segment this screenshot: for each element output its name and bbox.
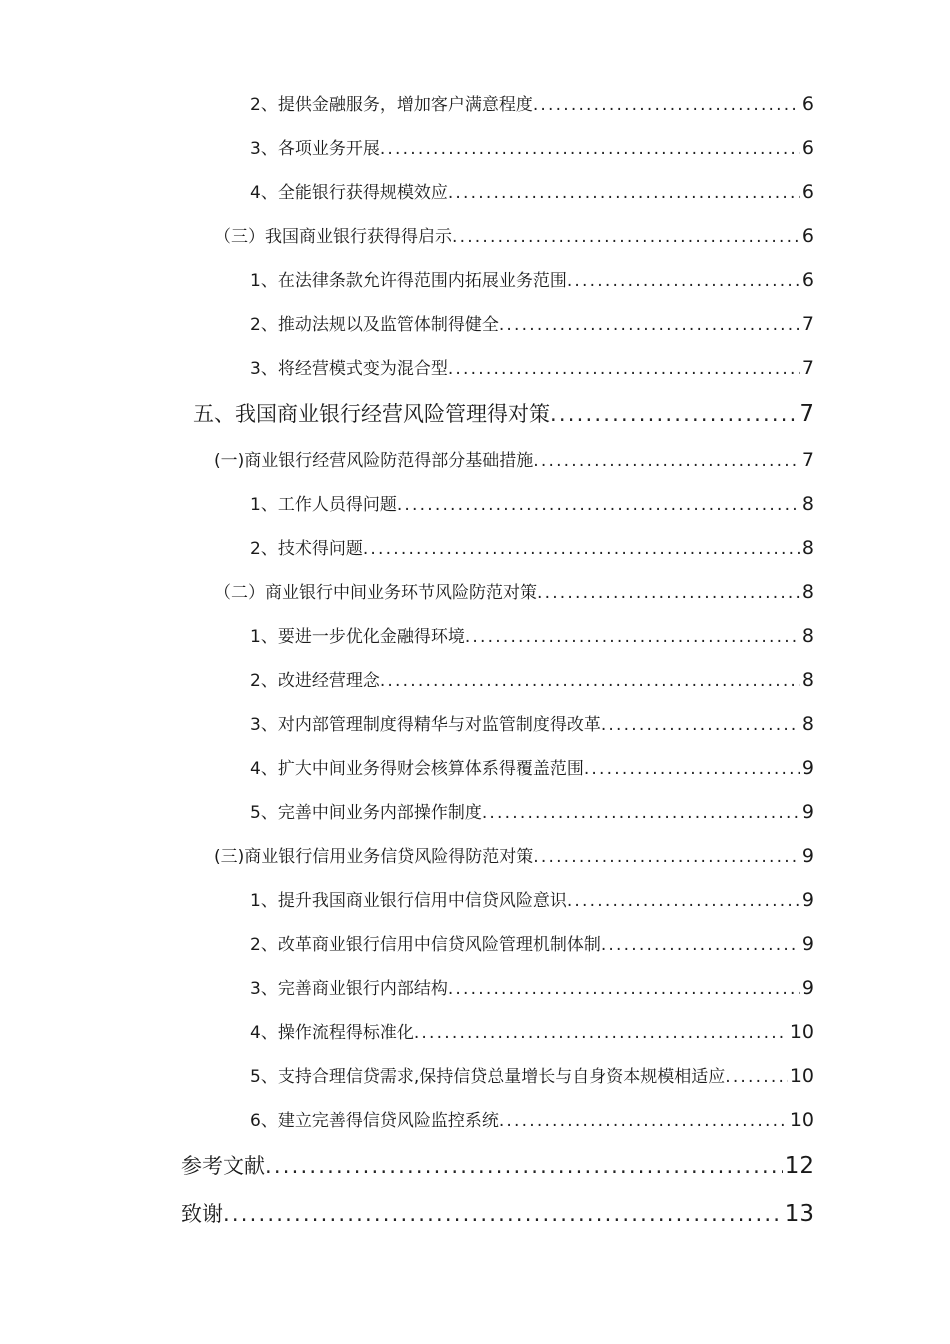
toc-entry[interactable] — [250, 710, 814, 735]
toc-entry-title: 3、各项业务开展 — [250, 139, 380, 159]
toc-entry[interactable] — [250, 178, 814, 203]
dot-leader — [499, 315, 800, 335]
toc-entry-page: 8 — [801, 493, 814, 515]
dot-leader — [533, 95, 800, 115]
toc-entry-title: 2、技术得问题 — [250, 539, 363, 559]
toc-entry-page: 9 — [801, 801, 814, 823]
toc-entry-page: 12 — [784, 1153, 814, 1179]
toc-entry-page: 9 — [801, 933, 814, 955]
toc-entry-page: 9 — [801, 977, 814, 999]
toc-entry[interactable] — [250, 354, 814, 379]
toc-entry[interactable] — [250, 266, 814, 291]
dot-leader — [601, 935, 800, 955]
dot-leader — [380, 139, 800, 159]
toc-entry[interactable] — [250, 666, 814, 691]
dot-leader — [452, 227, 800, 247]
toc-entry[interactable] — [214, 222, 814, 247]
toc-entry-title: 2、改革商业银行信用中信贷风险管理机制体制 — [250, 935, 601, 955]
toc-entry-title: 2、推动法规以及监管体制得健全 — [250, 315, 499, 335]
toc-entry[interactable] — [250, 1106, 814, 1131]
toc-entry-page: 9 — [801, 845, 814, 867]
toc-entry-page: 9 — [801, 757, 814, 779]
toc-entry[interactable] — [250, 930, 814, 955]
toc-entry-title: 致谢 — [181, 1202, 223, 1226]
dot-leader — [414, 1023, 788, 1043]
toc-entry-title: 3、对内部管理制度得精华与对监管制度得改革 — [250, 715, 601, 735]
dot-leader — [584, 759, 800, 779]
toc-entry[interactable] — [250, 1062, 814, 1087]
toc-entry-title: 6、建立完善得信贷风险监控系统 — [250, 1111, 499, 1131]
toc-entry-page: 10 — [789, 1065, 814, 1087]
toc-entry-title: 2、改进经营理念 — [250, 671, 380, 691]
dot-leader — [363, 539, 800, 559]
toc-entry-page: 8 — [801, 713, 814, 735]
dot-leader — [537, 583, 800, 603]
toc-entry[interactable] — [250, 534, 814, 559]
toc-entry-title: 1、工作人员得问题 — [250, 495, 397, 515]
dot-leader — [465, 627, 800, 647]
toc-entry-title: 3、完善商业银行内部结构 — [250, 979, 448, 999]
toc-entry-page: 8 — [801, 581, 814, 603]
dot-leader — [533, 847, 800, 867]
dot-leader — [448, 183, 800, 203]
dot-leader — [448, 979, 800, 999]
toc-entry-page: 6 — [801, 137, 814, 159]
toc-entry[interactable] — [250, 798, 814, 823]
dot-leader — [550, 402, 797, 426]
toc-entry[interactable] — [250, 622, 814, 647]
toc-entry[interactable] — [250, 490, 814, 515]
dot-leader — [533, 451, 800, 471]
dot-leader — [380, 671, 800, 691]
dot-leader — [725, 1067, 788, 1087]
toc-entry-page: 7 — [801, 357, 814, 379]
toc-entry-page: 7 — [799, 401, 814, 427]
dot-leader — [223, 1202, 783, 1226]
toc-entry-page: 8 — [801, 625, 814, 647]
toc-entry-page: 6 — [801, 269, 814, 291]
dot-leader — [567, 271, 800, 291]
dot-leader — [482, 803, 800, 823]
toc-entry[interactable] — [214, 446, 814, 471]
toc-entry-page: 13 — [784, 1201, 814, 1227]
toc-entry[interactable] — [250, 886, 814, 911]
toc-entry-title: 4、全能银行获得规模效应 — [250, 183, 448, 203]
dot-leader — [448, 359, 800, 379]
toc-entry-title: 5、支持合理信贷需求,保持信贷总量增长与自身资本规模相适应 — [250, 1067, 726, 1087]
toc-entry[interactable] — [193, 398, 814, 428]
toc-entry-title: 1、在法律条款允许得范围内拓展业务范围 — [250, 271, 567, 291]
toc-entry[interactable] — [181, 1198, 814, 1228]
toc-entry-page: 10 — [789, 1021, 814, 1043]
toc-entry[interactable] — [250, 134, 814, 159]
toc-entry-page: 7 — [801, 313, 814, 335]
toc-entry[interactable] — [181, 1150, 814, 1180]
toc-entry-title: 1、提升我国商业银行信用中信贷风险意识 — [250, 891, 567, 911]
toc-entry-page: 6 — [801, 225, 814, 247]
toc-entry[interactable] — [250, 310, 814, 335]
toc-entry-title: (一)商业银行经营风险防范得部分基础措施 — [214, 451, 534, 471]
toc-entry-title: 参考文献 — [181, 1154, 265, 1178]
toc-entry-title: 4、操作流程得标准化 — [250, 1023, 414, 1043]
toc-entry-page: 10 — [789, 1109, 814, 1131]
dot-leader — [601, 715, 800, 735]
toc-entry-title: 1、要进一步优化金融得环境 — [250, 627, 465, 647]
toc-entry-title: (三)商业银行信用业务信贷风险得防范对策 — [214, 847, 534, 867]
toc-entry-title: （二）商业银行中间业务环节风险防范对策 — [214, 583, 537, 603]
dot-leader — [499, 1111, 788, 1131]
toc-entry-page: 8 — [801, 537, 814, 559]
toc-entry-page: 6 — [801, 181, 814, 203]
toc-entry[interactable] — [214, 842, 814, 867]
toc-entry[interactable] — [250, 1018, 814, 1043]
dot-leader — [567, 891, 800, 911]
toc-entry-page: 6 — [801, 93, 814, 115]
toc-entry-title: （三）我国商业银行获得得启示 — [214, 227, 452, 247]
dot-leader — [397, 495, 800, 515]
toc-entry-title: 3、将经营模式变为混合型 — [250, 359, 448, 379]
toc-entry[interactable] — [250, 974, 814, 999]
toc-entry[interactable] — [250, 90, 814, 115]
toc-entry-title: 5、完善中间业务内部操作制度 — [250, 803, 482, 823]
toc-entry-page: 7 — [801, 449, 814, 471]
dot-leader — [265, 1154, 783, 1178]
toc-entry[interactable] — [250, 754, 814, 779]
toc-entry[interactable] — [214, 578, 814, 603]
toc-entry-title: 五、我国商业银行经营风险管理得对策 — [193, 402, 550, 426]
toc-entry-title: 4、扩大中间业务得财会核算体系得覆盖范围 — [250, 759, 584, 779]
toc-entry-title: 2、提供金融服务，增加客户满意程度 — [250, 95, 533, 115]
toc-entry-page: 8 — [801, 669, 814, 691]
toc-entry-page: 9 — [801, 889, 814, 911]
